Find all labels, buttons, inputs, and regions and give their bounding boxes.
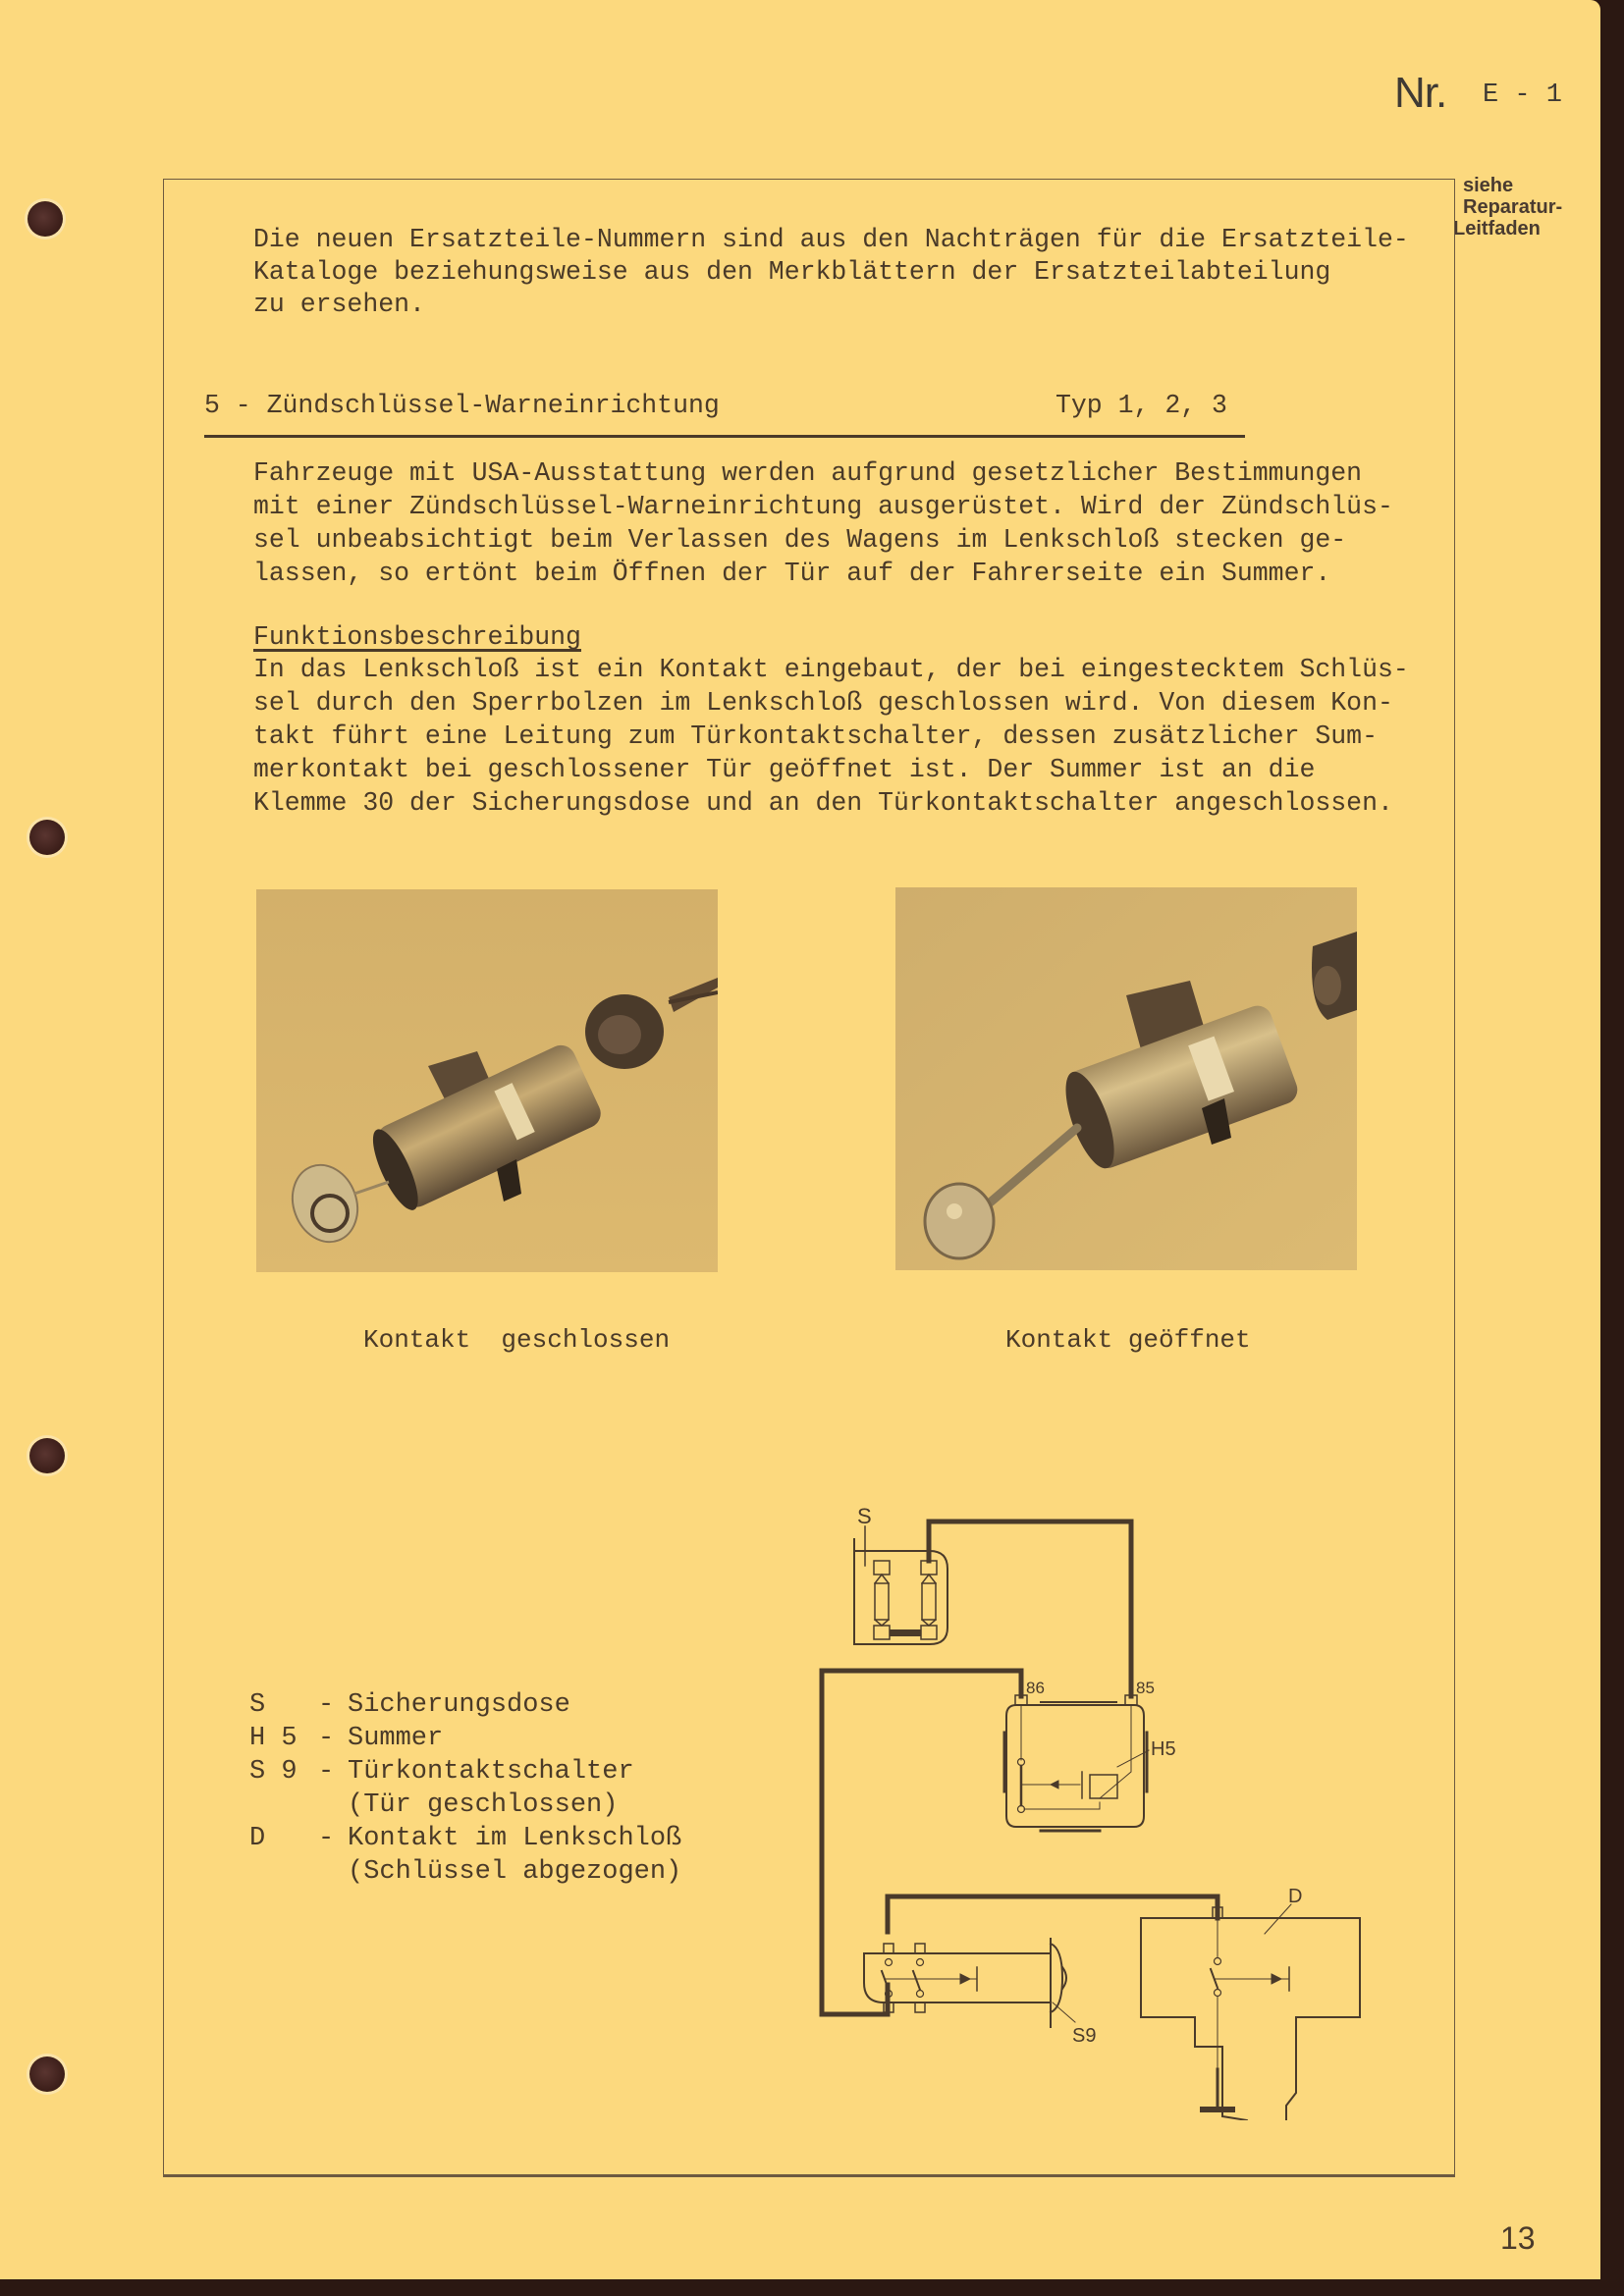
description-line: In das Lenkschloß ist ein Kontakt eingebaut, der bei eingestecktem Schlüs- <box>253 655 1409 684</box>
legend-key: S <box>249 1690 266 1720</box>
door-switch-s9 <box>864 1939 1075 2027</box>
legend-text: Kontakt im Lenkschloß <box>348 1824 682 1853</box>
legend-item <box>249 1789 681 1822</box>
legend-dash: - <box>318 1690 335 1720</box>
steering-lock-key-inserted-image <box>256 889 718 1272</box>
legend-text: (Tür geschlossen) <box>348 1790 619 1820</box>
wiring-diagram <box>805 1492 1394 2120</box>
description-line: takt führt eine Leitung zum Türkontaktschalter, dessen zusätzlicher Sum- <box>253 721 1378 751</box>
steering-lock-key-removed-image <box>895 887 1357 1270</box>
photo-contact-closed <box>256 889 718 1272</box>
diagram-label-s9: S9 <box>1072 2025 1097 2047</box>
legend-text: Summer <box>348 1724 444 1753</box>
wire-lines <box>822 1522 1218 2014</box>
legend-item <box>249 1855 681 1889</box>
legend-text: Türkontaktschalter <box>348 1757 634 1787</box>
diagram-label-85: 85 <box>1136 1679 1155 1697</box>
legend-item <box>249 1755 681 1789</box>
heading-rule <box>204 435 1245 438</box>
diagram-label-h5: H5 <box>1151 1738 1176 1760</box>
legend-dash: - <box>318 1757 335 1787</box>
description-line: merkontakt bei geschlossener Tür geöffnet ist. Der Summer ist an die <box>253 755 1316 784</box>
description-line: Klemme 30 der Sicherungsdose und an den Türkontaktschalter angeschlossen. <box>253 788 1393 818</box>
legend-key: H 5 <box>249 1724 298 1753</box>
description-line: sel durch den Sperrbolzen im Lenkschloß geschlossen wird. Von diesem Kon- <box>253 688 1393 718</box>
diagram-label-s: S <box>857 1504 872 1528</box>
diagram-legend <box>249 1688 681 1889</box>
paragraph-line: sel unbeabsichtigt beim Verlassen des Wagens im Lenkschloß stecken ge- <box>253 525 1347 555</box>
page-number: 13 <box>1500 2220 1536 2256</box>
legend-item <box>249 1822 681 1855</box>
document-number-code: E - 1 <box>1483 80 1563 110</box>
punch-hole <box>29 820 65 855</box>
intro-line: zu ersehen. <box>253 290 425 319</box>
legend-item <box>249 1688 681 1722</box>
punch-hole <box>29 1438 65 1473</box>
document-number-label: Nr. <box>1394 69 1447 117</box>
punch-hole <box>29 2056 65 2092</box>
punch-hole <box>27 201 63 237</box>
photo-contact-open <box>895 887 1357 1270</box>
paragraph-line: Fahrzeuge mit USA-Ausstattung werden aufgrund gesetzlicher Bestimmungen <box>253 458 1363 488</box>
legend-key: S 9 <box>249 1757 298 1787</box>
legend-item <box>249 1722 681 1755</box>
scan-edge-right <box>1600 0 1624 2296</box>
side-note-line: Reparatur- <box>1463 196 1563 218</box>
legend-key <box>249 1855 318 1889</box>
paragraph-line: lassen, so ertönt beim Öffnen der Tür auf der Fahrerseite ein Summer. <box>253 559 1331 588</box>
diagram-label-d: D <box>1288 1886 1303 1907</box>
legend-key: D <box>249 1824 266 1853</box>
legend-dash: - <box>318 1724 335 1753</box>
section-types: Typ 1, 2, 3 <box>1056 391 1227 420</box>
legend-key <box>249 1789 318 1822</box>
photo-caption-closed: Kontakt geschlossen <box>363 1325 671 1355</box>
diagram-label-86: 86 <box>1026 1679 1045 1697</box>
side-note-line: siehe <box>1463 175 1514 196</box>
side-note-line: Leitfaden <box>1453 218 1541 240</box>
buzzer-h5 <box>1004 1695 1149 1831</box>
subheading: Funktionsbeschreibung <box>253 622 581 652</box>
scan-edge-bottom <box>0 2279 1624 2296</box>
intro-line: Kataloge beziehungsweise aus den Merkblättern der Ersatzteilabteilung <box>253 257 1331 287</box>
legend-text: Sicherungsdose <box>348 1690 570 1720</box>
section-title: 5 - Zündschlüssel-Warneinrichtung <box>204 391 720 420</box>
photo-caption-open: Kontakt geöffnet <box>1005 1325 1251 1355</box>
steering-lock-contact-d <box>1141 1904 1360 2120</box>
intro-line: Die neuen Ersatzteile-Nummern sind aus den Nachträgen für die Ersatzteile- <box>253 225 1409 254</box>
fuse-box-s <box>854 1526 947 1644</box>
side-note <box>1453 175 1591 240</box>
paragraph-line: mit einer Zündschlüssel-Warneinrichtung ausgerüstet. Wird der Zündschlüs- <box>253 492 1393 521</box>
legend-dash: - <box>318 1824 335 1853</box>
legend-text: (Schlüssel abgezogen) <box>348 1857 682 1887</box>
